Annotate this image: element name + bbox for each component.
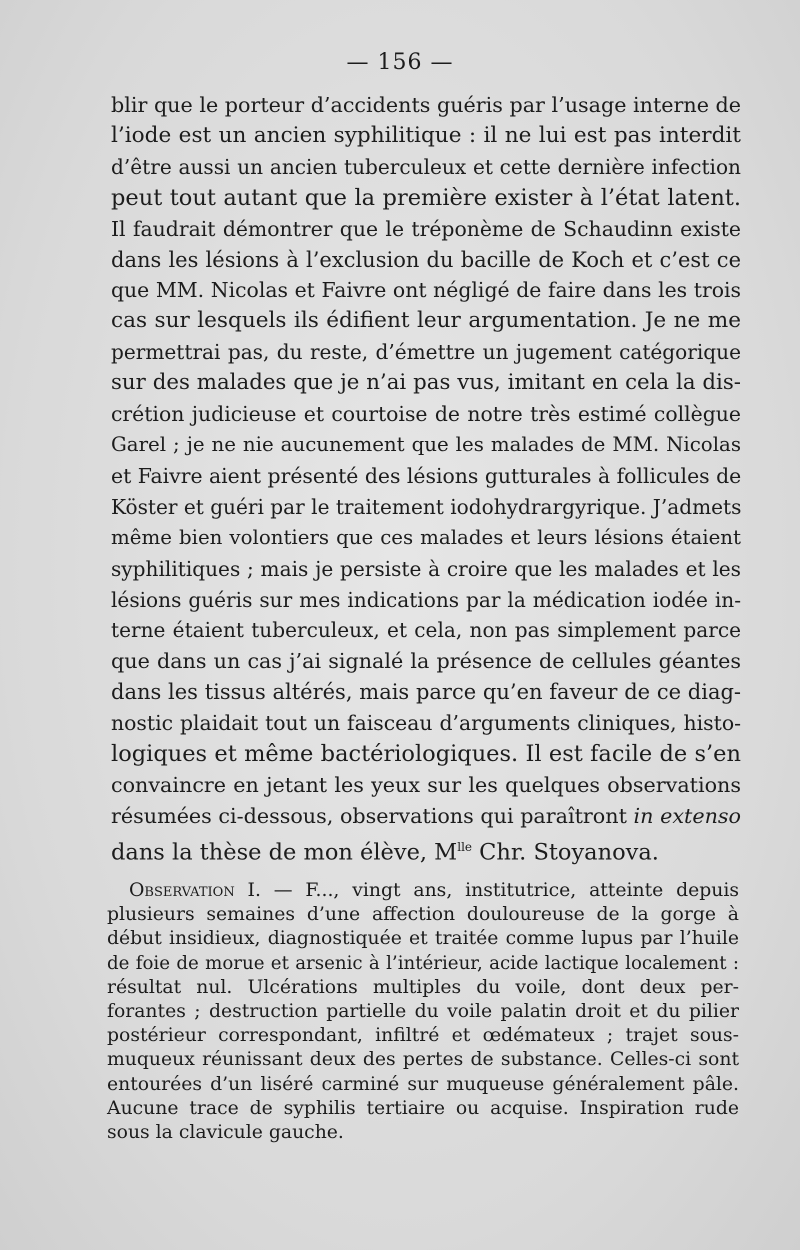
closing-before: dans la thèse de mon élève, M [111, 839, 458, 866]
text-line: convaincre en jetant les yeux sur les quelques observations [111, 772, 741, 797]
text-line: peut tout autant que la première exister à l’état latent. [111, 184, 741, 211]
main-paragraph [111, 90, 741, 868]
text-line: blir que le porteur d’accidents guéris par l’usage interne de [111, 93, 742, 117]
page-number: — 156 — [346, 50, 454, 75]
text-line: dans les tissus altérés, mais parce qu’en faveur de ce diag- [111, 680, 741, 705]
text-fragment: résumées ci-dessous, observations qui paraîtront [111, 803, 627, 828]
text-line: d’être aussi un ancien tuberculeux et cette dernière infection [111, 154, 741, 179]
observation-line: muqueux réunissant deux des pertes de substance. Celles-ci sont [107, 1049, 739, 1071]
observation-first-line [107, 879, 739, 903]
observation-paragraph [107, 879, 739, 1145]
text-line: dans les lésions à l’exclusion du bacille de Koch et c’est ce [111, 247, 741, 272]
observation-line: début insidieux, diagnostiquée et traitée comme lupus par l’huile [107, 928, 739, 950]
text-line: que dans un cas j’ai signalé la présence de cellules géantes [111, 649, 741, 674]
observation-heading: Observation I. [129, 880, 261, 901]
observation-intro: — F..., vingt ans, institutrice, atteinte depuis [260, 880, 739, 901]
text-line: logiques et même bactériologiques. Il est facile de s’en [111, 741, 741, 768]
observation-line: plusieurs semaines d’une affection douloureuse de la gorge à [107, 904, 739, 926]
text-line: et Faivre aient présenté des lésions gutturales à follicules de [111, 463, 742, 488]
text-line: Garel ; je ne nie aucunement que les malades de MM. Nicolas [111, 432, 741, 456]
text-line: sur des malades que je n’ai pas vus, imitant en cela la dis- [111, 370, 741, 396]
text-line: terne étaient tuberculeux, et cela, non pas simplement parce [111, 618, 741, 643]
observation-last-line: sous la clavicule gauche. [107, 1122, 344, 1144]
text-line: crétion judicieuse et courtoise de notre très estimé collègue [111, 402, 741, 427]
text-line: l’iode est un ancien syphilitique : il ne lui est pas interdit [111, 122, 741, 148]
observation-line: résultat nul. Ulcérations multiples du voile, dont deux per- [107, 976, 739, 998]
text-line: même bien volontiers que ces malades et leurs lésions étaient [111, 525, 741, 549]
closing-after: Chr. Stoyanova. [472, 839, 659, 866]
text-line: permettrai pas, du reste, d’émettre un jugement catégorique [111, 340, 741, 365]
text-line: Köster et guéri par le traitement iodohydrargyrique. J’admets [111, 494, 742, 519]
text-line: syphilitiques ; mais je persiste à croire que les malades et les [111, 556, 741, 581]
text-line: que MM. Nicolas et Faivre ont négligé de faire dans les trois [111, 278, 741, 303]
observation-line: forantes ; destruction partielle du voile palatin droit et du pilier [107, 1001, 739, 1023]
text-line: cas sur lesquels ils édifient leur argumentation. Je ne me [111, 308, 741, 334]
observation-line: de foie de morue et arsenic à l’intérieur, acide lactique localement : [107, 952, 739, 974]
observation-line: postérieur correspondant, infiltré et œdémateux ; trajet sous- [107, 1025, 739, 1047]
closing-superscript: lle [457, 839, 473, 854]
italic-phrase: in extenso [633, 803, 741, 828]
text-line: nostic plaidait tout un faisceau d’arguments cliniques, histo- [111, 711, 741, 736]
text-line-with-italic [111, 801, 741, 832]
text-line: Il faudrait démontrer que le tréponème de Schaudinn existe [111, 216, 741, 241]
observation-line: entourées d’un liséré carminé sur muqueuse généralement pâle. [107, 1073, 739, 1095]
closing-line [111, 832, 741, 868]
observation-line: Aucune trace de syphilis tertiaire ou acquise. Inspiration rude [107, 1097, 739, 1119]
text-line: lésions guéris sur mes indications par la médication iodée in- [111, 587, 741, 612]
